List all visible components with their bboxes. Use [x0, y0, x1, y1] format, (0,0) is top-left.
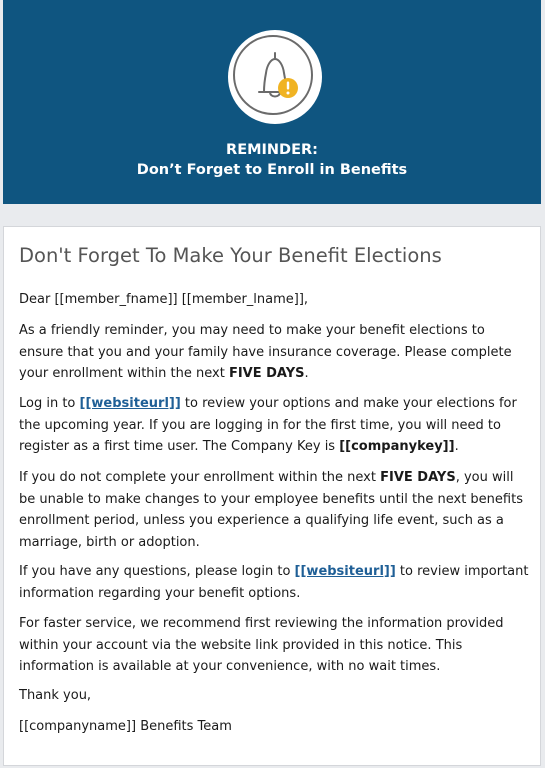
five-days-emphasis-2: FIVE DAYS — [380, 470, 456, 485]
website-link[interactable]: [[websiteurl]] — [79, 396, 181, 411]
paragraph-deadline — [19, 467, 529, 553]
reminder-banner — [3, 0, 541, 204]
page-title: Don't Forget To Make Your Benefit Elections — [19, 244, 442, 267]
paragraph-deadline-text: , you will be unable to make changes to your employee benefits until the next benefits enrollment period, unless you experience a qualifying life event, such as a marriage, birth or adoption. — [19, 470, 523, 550]
website-link-2[interactable]: [[websiteurl]] — [294, 564, 396, 579]
five-days-emphasis: FIVE DAYS — [228, 366, 305, 381]
company-key: [[companykey]] — [339, 439, 455, 454]
closing: Thank you, — [19, 688, 92, 703]
paragraph-login-lead: Log in to — [19, 396, 80, 411]
paragraph-login-text: to review your options and make your elections for the upcoming year. If you are logging in for the first time, you will need to register as a first time user. The Company Key is — [19, 396, 517, 454]
paragraph-login-end: . — [454, 439, 459, 454]
signature: [[companyname]] Benefits Team — [19, 719, 232, 734]
paragraph-questions — [19, 561, 529, 604]
paragraph-login — [19, 393, 529, 458]
paragraph-reminder — [19, 320, 529, 385]
greeting: Dear [[member_fname]] [[member_lname]], — [19, 292, 309, 307]
bell-badge — [228, 30, 322, 124]
paragraph-questions-text: to review important information regarding your benefit options. — [19, 564, 529, 601]
message-card — [3, 226, 541, 766]
paragraph-reminder-text: As a friendly reminder, you may need to make your benefit elections to ensure that you and your family have insurance coverage. Please complete your enrollment within the next — [19, 323, 512, 381]
banner-title-line1: REMINDER: — [226, 142, 318, 158]
banner-title — [3, 140, 541, 180]
bell-alert-icon — [228, 30, 322, 124]
paragraph-reminder-end: . — [304, 366, 309, 381]
paragraph-deadline-lead: If you do not complete your enrollment within the next — [19, 470, 381, 485]
banner-title-line2: Don’t Forget to Enroll in Benefits — [136, 162, 408, 178]
paragraph-questions-lead: If you have any questions, please login to — [19, 564, 295, 579]
paragraph-faster-service: For faster service, we recommend first reviewing the information provided within your account via the website link provided in this notice. This information is available at your convenience, with no wait times. — [19, 616, 504, 674]
